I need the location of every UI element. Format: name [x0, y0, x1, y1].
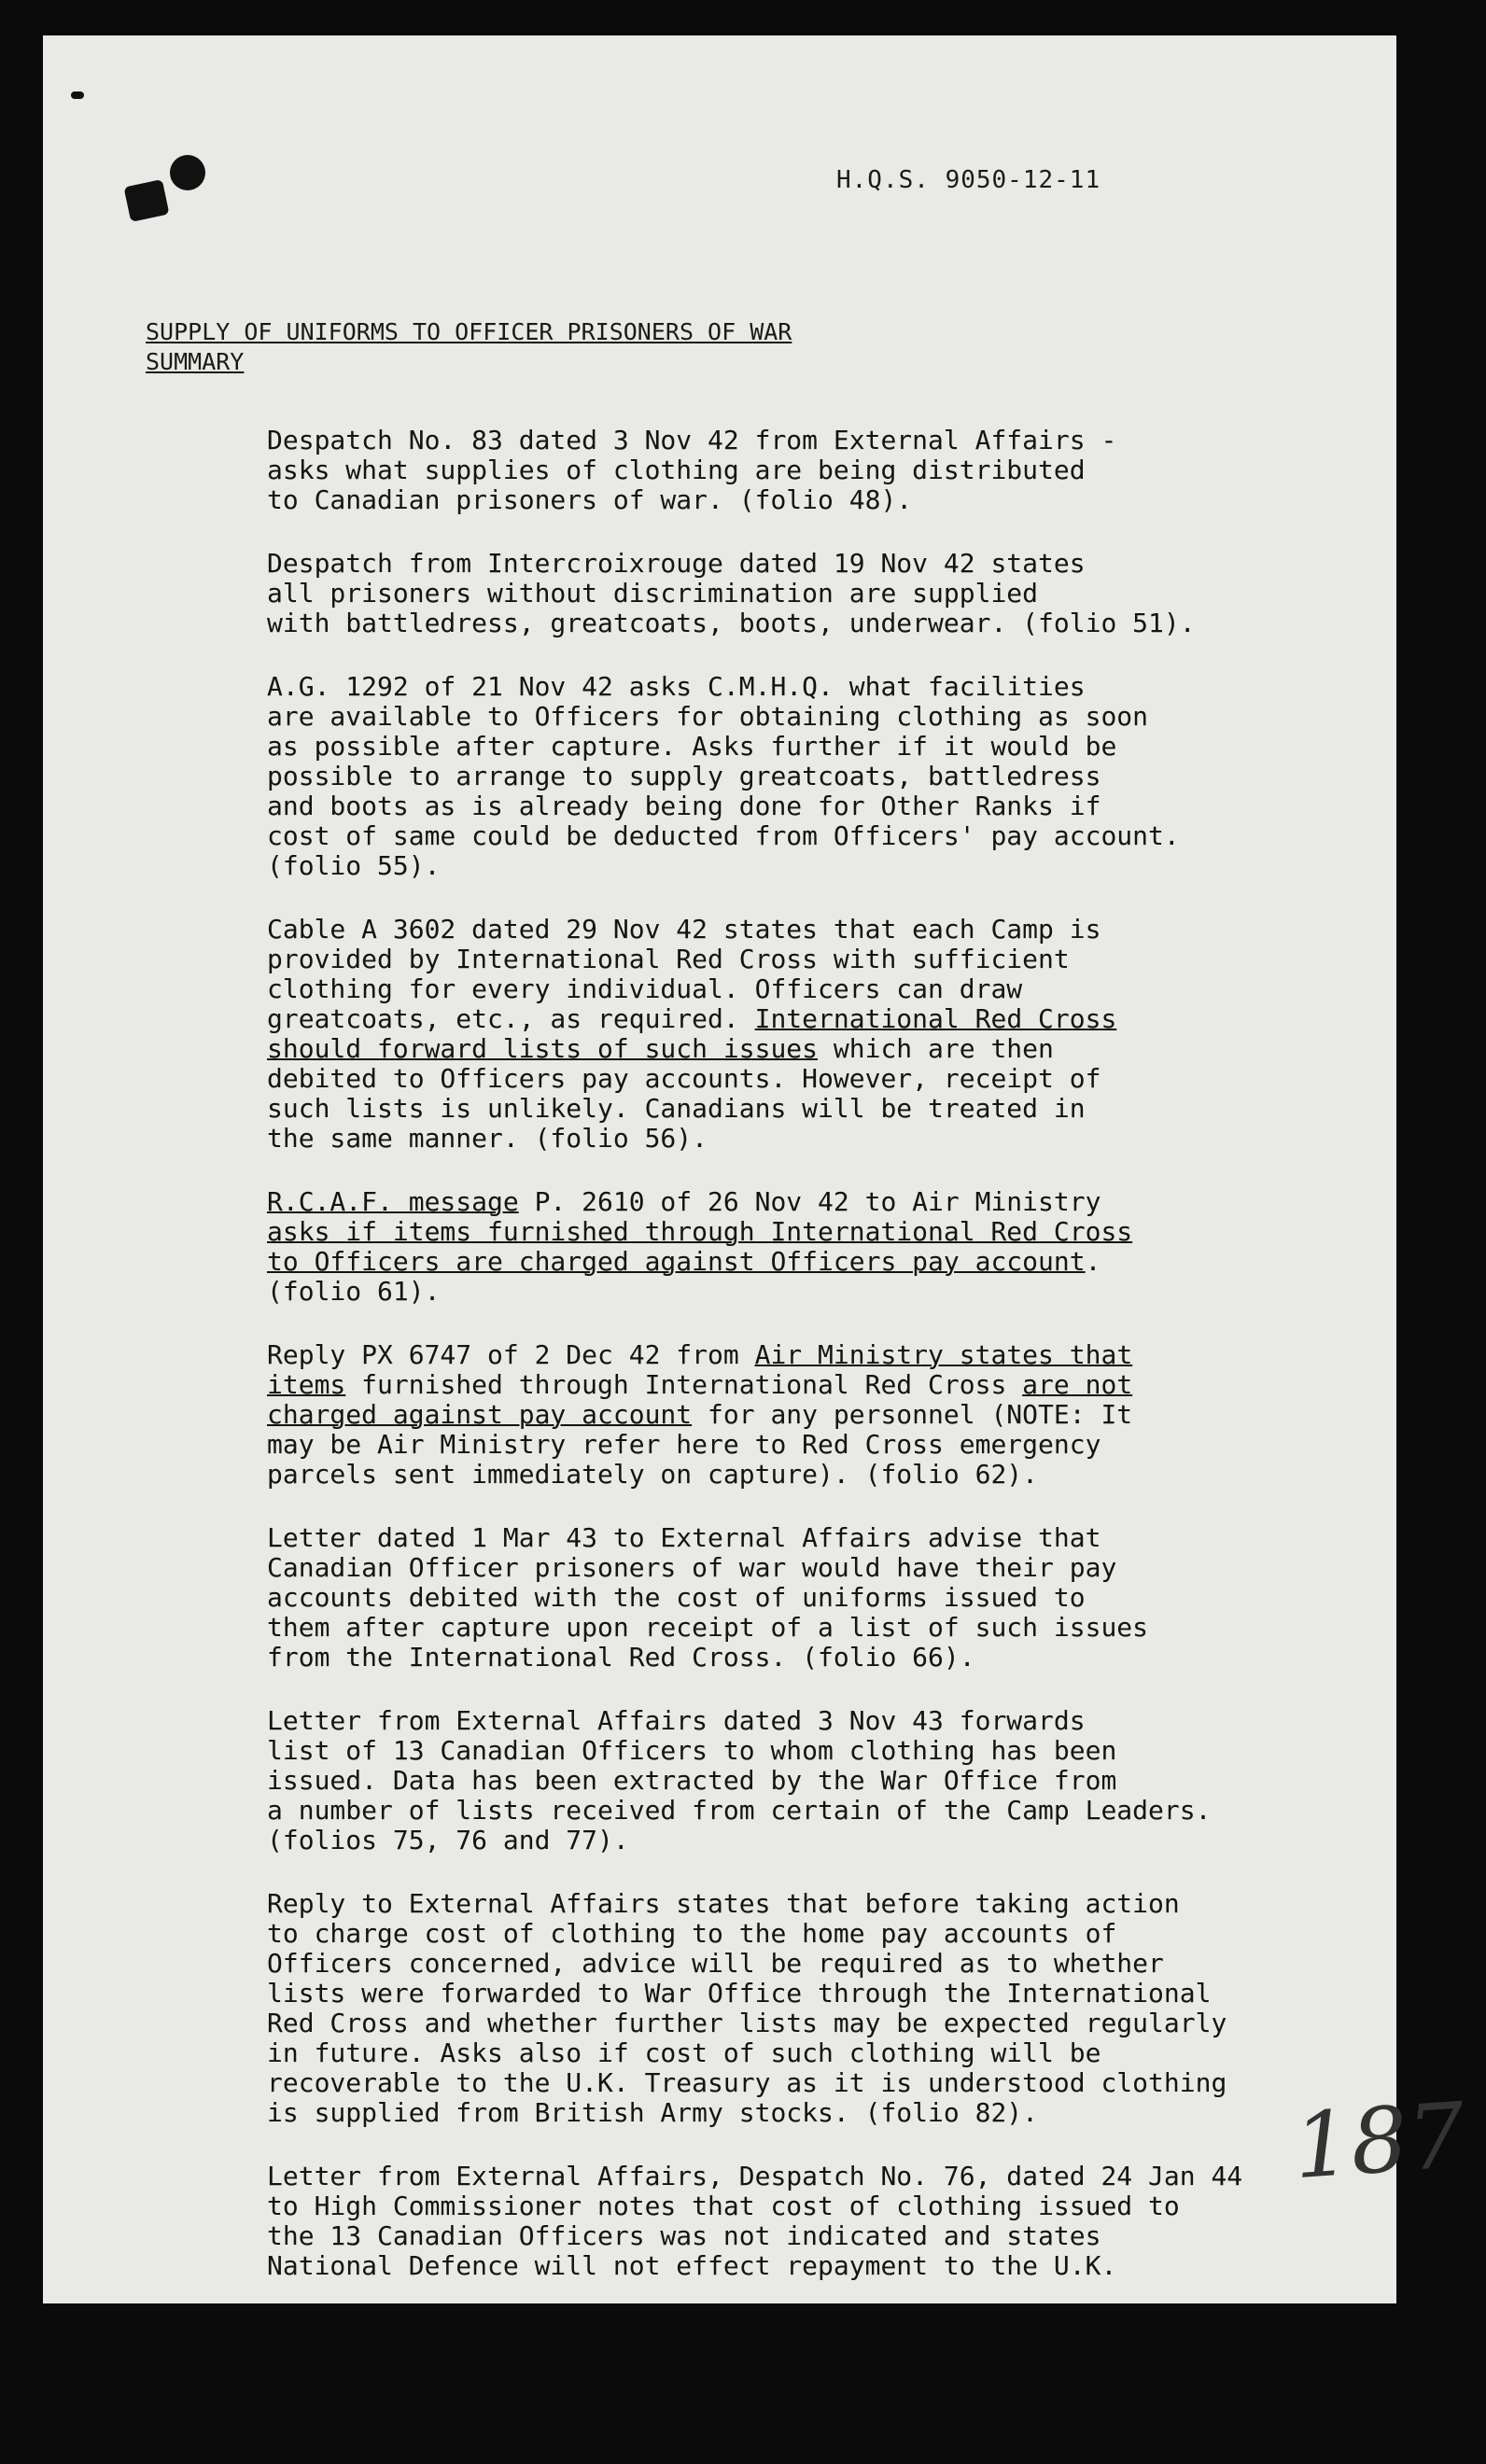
underlined-text: R.C.A.F. message	[267, 1186, 519, 1217]
paragraph-text: Letter from External Affairs dated 3 Nov 43 forwards list of 13 Canadian Officers to whom clothing has been issued. Data has been extracted by the War Office from a number of lists received from certain of the Camp Leaders. (folios 75, 76 and 77).	[267, 1705, 1212, 1855]
summary-paragraph	[267, 1889, 1368, 2128]
paragraph-text: Reply to External Affairs states that before taking action to charge cost of clothing to the home pay accounts of Officers concerned, advice will be required as to whether lists were forwarded to War Office through the International Red Cross and whether further lists may be expected regularly in future. Asks also if cost of such clothing will be recoverable to the U.K. Treasury as it is understood clothing is supplied from British Army stocks. (folio 82).	[267, 1888, 1227, 2128]
paragraph-text: furnished through International Red Cross	[345, 1369, 1023, 1400]
summary-paragraph	[267, 915, 1368, 1154]
summary-paragraph	[267, 1523, 1368, 1673]
summary-label: SUMMARY	[146, 348, 245, 375]
title-line: SUPPLY OF UNIFORMS TO OFFICER PRISONERS OF WAR	[146, 318, 792, 345]
summary-paragraph	[267, 2162, 1368, 2281]
handwritten-folio-number: 187	[1290, 2082, 1468, 2200]
summary-paragraph	[267, 549, 1368, 638]
paragraph-text: Despatch No. 83 dated 3 Nov 42 from External Affairs - asks what supplies of clothing are being distributed to Canadian prisoners of war. (folio 48).	[267, 425, 1117, 515]
underlined-text: International Red Cross should forward lists of such issues	[267, 1003, 1117, 1064]
underlined-text: Air Ministry states that items	[267, 1339, 1133, 1400]
punch-hole-blot	[170, 155, 205, 190]
paragraph-text: Despatch from Intercroixrouge dated 19 Nov 42 states all prisoners without discrimination are supplied with battledress, greatcoats, boots, underwear. (folio 51).	[267, 548, 1196, 638]
paragraph-text: Letter from External Affairs, Despatch No. 76, dated 24 Jan 44 to High Commissioner notes that cost of clothing issued to the 13 Canadian Officers was not indicated and states National Defence will not effect repayment to the U.K.	[267, 2161, 1243, 2281]
ink-speck	[71, 91, 84, 99]
summary-paragraph	[267, 1187, 1368, 1307]
paragraph-text: Cable A 3602 dated 29 Nov 42 states that each Camp is provided by International Red Cross with sufficient clothing for every individual. Officers can draw greatcoats, etc., as required.	[267, 914, 1101, 1034]
document-heading	[146, 317, 792, 377]
summary-paragraph	[267, 672, 1368, 881]
paragraph-text: Letter dated 1 Mar 43 to External Affairs advise that Canadian Officer prisoners of war would have their pay accounts debited with the cost of uniforms issued to them after capture upon receipt of a list of such issues from the International Red Cross. (folio 66).	[267, 1522, 1149, 1673]
document-page	[43, 35, 1468, 2303]
paragraph-text: . (folio 61).	[267, 1246, 1101, 1307]
paragraph-text: for any personnel (NOTE: It may be Air Ministry refer here to Red Cross emergency parcels sent immediately on capture). (folio 62).	[267, 1399, 1133, 1490]
underlined-text: asks if items furnished through International Red Cross to Officers are charged against Officers pay account	[267, 1216, 1133, 1277]
punch-hole-blot	[124, 179, 170, 222]
summary-paragraphs	[267, 426, 1368, 2315]
summary-paragraph	[267, 1706, 1368, 1855]
paragraph-text: A.G. 1292 of 21 Nov 42 asks C.M.H.Q. what facilities are available to Officers for obtaining clothing as soon as possible after capture. Asks further if it would be possible to arrange to supply greatcoats, battledress and boots as is already being done for Other Ranks if cost of same could be deducted from Officers' pay account. (folio 55).	[267, 671, 1180, 881]
underlined-text: are not charged against pay account	[267, 1369, 1133, 1430]
paragraph-text: Reply PX 6747 of 2 Dec 42 from	[267, 1339, 755, 1370]
paragraph-text: which are then debited to Officers pay accounts. However, receipt of such lists is unlikely. Canadians will be treated in the same manner. (folio 56).	[267, 1033, 1101, 1154]
summary-paragraph	[267, 426, 1368, 515]
file-reference: H.Q.S. 9050-12-11	[836, 166, 1101, 194]
paragraph-text: P. 2610 of 26 Nov 42 to Air Ministry	[534, 1186, 1101, 1217]
summary-paragraph	[267, 1340, 1368, 1490]
